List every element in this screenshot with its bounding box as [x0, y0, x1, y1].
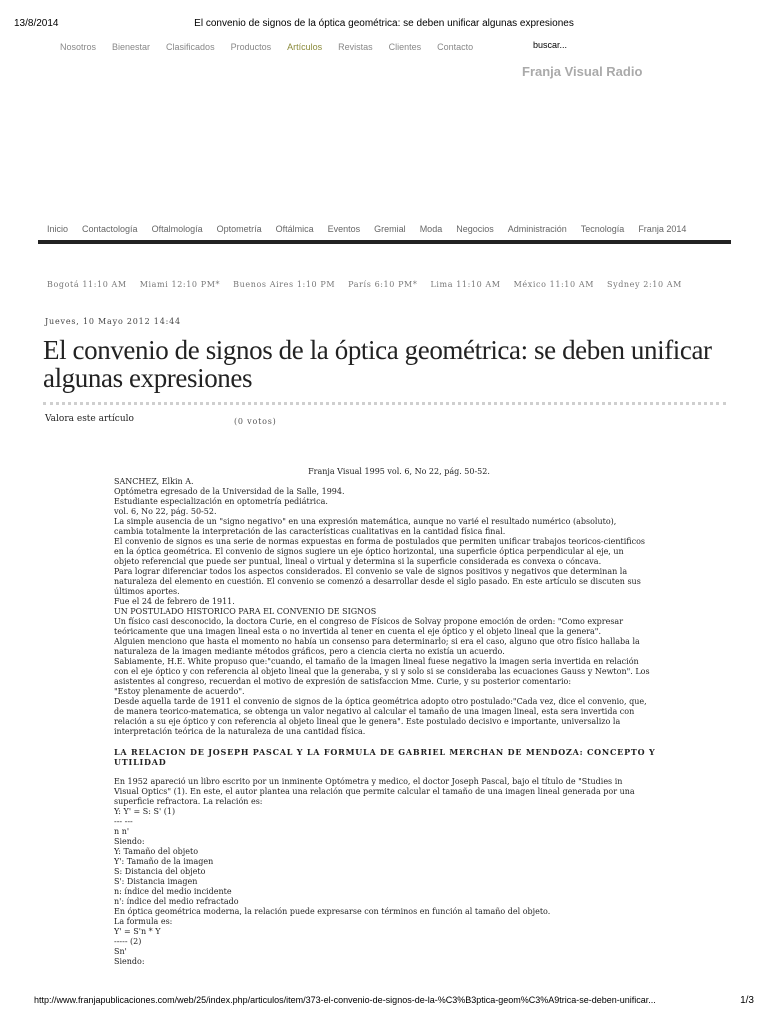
clock-item: París 6:10 PM* [348, 280, 418, 289]
body-line: vol. 6, No 22, pág. 50-52. [114, 507, 217, 516]
clock-item: Buenos Aires 1:10 PM [233, 280, 336, 289]
top-nav-item-articulos[interactable]: Artículos [287, 42, 323, 52]
main-nav [40, 224, 693, 234]
body-line: de manera teorico-matematica, se obtenga un valor negativo al calcular el tamaño de una imagen lineal, esta sera invertida con [114, 707, 635, 716]
body-line: naturaleza del elemento en cuestión. El convenio se comenzó a desarrollar desde el siglo pasado. En este artículo se discuten sus [114, 577, 641, 586]
clock-item: Bogotá 11:10 AM [47, 280, 127, 289]
body-line: Un físico casi desconocido, la doctora Curie, en el congreso de Físicos de Solvay propone emoción de orden: "Como expresar [114, 617, 624, 626]
print-page-number: 1/3 [740, 995, 754, 1006]
body-line: Estudiante especialización en optometría pediátrica. [114, 497, 328, 506]
main-nav-item-contactologia[interactable]: Contactología [82, 224, 138, 234]
print-date: 13/8/2014 [14, 18, 59, 29]
dotted-divider [43, 402, 726, 405]
body-line: últimos aportes. [114, 587, 180, 596]
main-nav-item-tecnologia[interactable]: Tecnología [580, 224, 625, 234]
main-nav-item-optometria[interactable]: Optometría [216, 224, 262, 234]
paragraph-gap [114, 767, 684, 777]
body-line: naturaleza de la imagen mediante métodos gráficos, pero a ciencia cierta no existía un acuerdo. [114, 647, 505, 656]
clock-item: México 11:10 AM [513, 280, 594, 289]
body-line: Visual Optics" (1). En este, el autor plantea una relación que permite calcular el tamaño de una imagen lineal generada por una [114, 787, 635, 796]
main-nav-item-moda[interactable]: Moda [419, 224, 443, 234]
main-nav-item-franja-2014[interactable]: Franja 2014 [638, 224, 687, 234]
rate-article-label: Valora este artículo [45, 414, 134, 424]
body-line: n: índice del medio incidente [114, 887, 232, 896]
body-line: objeto referencial que puede ser puntual, lineal o virtual y determina si la superficie considerada es convexa o cóncava. [114, 557, 602, 566]
body-line: En óptica geométrica moderna, la relación puede expresarse con términos en función al tamaño del objeto. [114, 907, 551, 916]
top-nav-item-contacto[interactable]: Contacto [437, 42, 474, 52]
body-line: Y' = S'n * Y [114, 927, 161, 936]
body-line: "Estoy plenamente de acuerdo". [114, 687, 245, 696]
body-line: Y: Tamaño del objeto [114, 847, 199, 856]
body-line: Y: Y' = S: S' (1) [114, 807, 176, 816]
print-page-title: El convenio de signos de la óptica geométrica: se deben unificar algunas expresiones [194, 18, 574, 29]
top-nav [52, 42, 481, 52]
body-line: Sabiamente, H.E. White propuso que:"cuando, el tamaño de la imagen lineal fuese negativo la imagen seria invertida en relación [114, 657, 639, 666]
top-nav-item-bienestar[interactable]: Bienestar [112, 42, 151, 52]
brand-link[interactable]: Franja Visual Radio [522, 64, 643, 79]
body-line: Desde aquella tarde de 1911 el convenio de signos de la óptica geométrica adopto otro postulado:"Cada vez, dice el convenio, que, [114, 697, 647, 706]
main-nav-item-oftalmologia[interactable]: Oftalmología [151, 224, 203, 234]
search-input[interactable]: buscar... [533, 40, 568, 50]
body-line: Y': Tamaño de la imagen [114, 857, 214, 866]
top-nav-item-revistas[interactable]: Revistas [338, 42, 373, 52]
body-line: SANCHEZ, Elkin A. [114, 477, 194, 486]
top-nav-item-clientes[interactable]: Clientes [388, 42, 422, 52]
article-headline: El convenio de signos de la óptica geométrica: se deben unificar algunas expresiones [43, 335, 712, 393]
body-line: Sn' [114, 947, 127, 956]
clock-item: Lima 11:10 AM [430, 280, 501, 289]
body-line: S': Distancia imagen [114, 877, 198, 886]
body-line: Alguien menciono que hasta el momento no había un consenso para determinarlo; si era el caso, alguno que otro físico hallaba la [114, 637, 640, 646]
main-nav-item-administracion[interactable]: Administración [507, 224, 567, 234]
body-line: Franja Visual 1995 vol. 6, No 22, pág. 50-52. [308, 467, 490, 476]
main-nav-item-gremial[interactable]: Gremial [374, 224, 406, 234]
body-line: n': índice del medio refractado [114, 897, 239, 906]
main-nav-item-negocios[interactable]: Negocios [456, 224, 494, 234]
body-line: En 1952 apareció un libro escrito por un inminente Optómetra y medico, el doctor Joseph Pascal, bajo el título de "Studies in [114, 777, 623, 786]
body-line: UTILIDAD [114, 757, 167, 767]
paragraph-gap [114, 737, 684, 747]
article-body [114, 467, 684, 967]
body-line: Fue el 24 de febrero de 1911. [114, 597, 235, 606]
body-line: Optómetra egresado de la Universidad de la Salle, 1994. [114, 487, 345, 496]
body-line: con el eje óptico y con referencia al objeto lineal que la generaba, y si y solo si se consideraba las ecuaciones Gauss y Newton". Los [114, 667, 650, 676]
top-nav-item-productos[interactable]: Productos [230, 42, 272, 52]
top-nav-item-clasificados[interactable]: Clasificados [166, 42, 215, 52]
body-line: superficie refractora. La relación es: [114, 797, 263, 806]
nav-divider [38, 240, 731, 244]
body-line: n n' [114, 827, 130, 836]
body-line: interpretación teórica de la naturaleza de una cantidad física. [114, 727, 366, 736]
clock-item: Sydney 2:10 AM [607, 280, 682, 289]
body-line: relación a su eje óptico y con referencia al objeto lineal que le genera". Este postulado decisivo e importante, universalizo la [114, 717, 621, 726]
main-nav-item-eventos[interactable]: Eventos [327, 224, 361, 234]
clock-item: Miami 12:10 PM* [139, 280, 221, 289]
body-line: --- --- [114, 817, 133, 826]
print-url: http://www.franjapublicaciones.com/web/25/index.php/articulos/item/373-el-convenio-de-signos-de-la-%C3%B3ptica-geom%C3%A9trica-se-deben-unificar... [34, 995, 656, 1005]
body-line: La simple ausencia de un "signo negativo" en una expresión matemática, aunque no varié el resultado numérico (absoluto), [114, 517, 617, 526]
top-nav-item-nosotros[interactable]: Nosotros [60, 42, 97, 52]
body-line: asistentes al congreso, recuerdan el motivo de expresión de satisfaccion Mme. Curie, y su posterior comentario: [114, 677, 572, 686]
main-nav-item-inicio[interactable]: Inicio [47, 224, 69, 234]
body-line: LA RELACION DE JOSEPH PASCAL Y LA FORMULA DE GABRIEL MERCHAN DE MENDOZA: CONCEPTO Y [114, 747, 656, 757]
body-line: Para lograr diferenciar todos los aspectos considerados. El convenio se vale de signos positivos y negativos que determinan la [114, 567, 628, 576]
body-line: Siendo: [114, 837, 145, 846]
main-nav-item-oftalmica[interactable]: Oftálmica [275, 224, 314, 234]
vote-count: (0 votos) [234, 417, 277, 426]
body-line: teóricamente que una imagen lineal esta o no invertida al tener en cuenta el eje óptico y el objeto lineal que la genera". [114, 627, 602, 636]
body-line: cambia totalmente la interpretación de las características cualitativas en la cantidad física final. [114, 527, 506, 536]
body-line: Siendo: [114, 957, 145, 966]
body-line: S: Distancia del objeto [114, 867, 206, 876]
body-line: en la óptica geométrica. El convenio de signos sugiere un eje óptico horizontal, una superficie óptica perpendicular al eje, un [114, 547, 624, 556]
world-clocks [47, 280, 695, 289]
body-line: ----- (2) [114, 937, 142, 946]
body-line: La formula es: [114, 917, 173, 926]
body-line: UN POSTULADO HISTORICO PARA EL CONVENIO DE SIGNOS [114, 607, 377, 616]
article-date: Jueves, 10 Mayo 2012 14:44 [45, 317, 181, 326]
body-line: El convenio de signos es una serie de normas expuestas en forma de postulados que permiten unificar trabajos teoricos-cientificos [114, 537, 646, 546]
